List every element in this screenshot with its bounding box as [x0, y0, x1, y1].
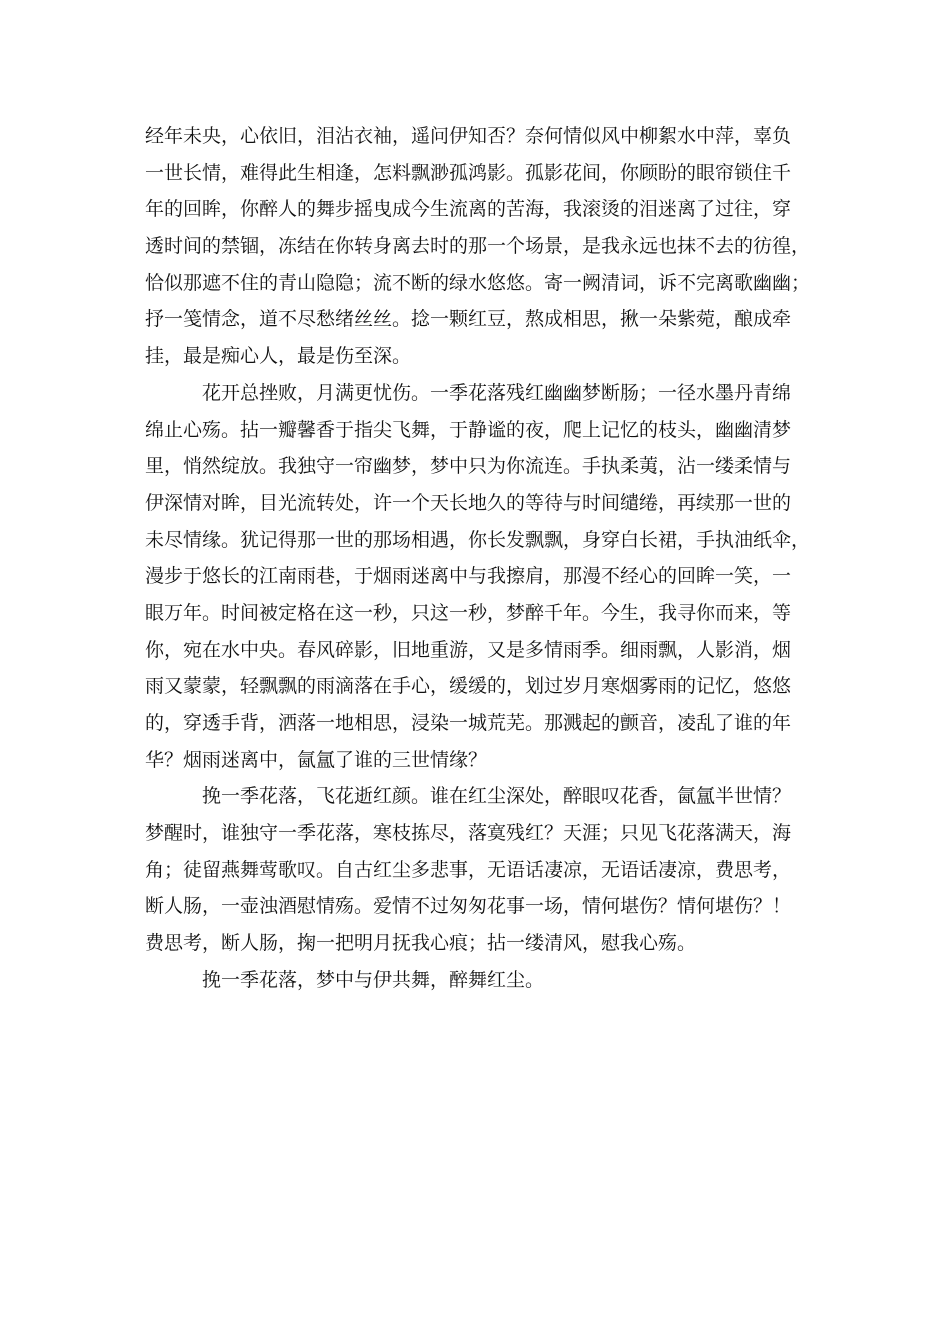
paragraph-line: 抒一笺情念，道不尽愁绪丝丝。捻一颗红豆，熬成相思，揪一朵紫菀，酿成牵 — [145, 308, 792, 331]
paragraph-line: 年的回眸，你醉人的舞步摇曳成今生流离的苦海，我滚烫的泪迷离了过往，穿 — [145, 198, 792, 221]
paragraph-line: 角；徒留燕舞莺歌叹。自古红尘多悲事，无语话凄凉，无语话凄凉，费思考， — [145, 858, 792, 881]
paragraph-line: 雨又蒙蒙，轻飘飘的雨滴落在手心，缓缓的，划过岁月寒烟雾雨的记忆，悠悠 — [145, 675, 792, 698]
paragraph-3 — [145, 778, 805, 961]
paragraph-line: 费思考，断人肠，掬一把明月抚我心痕；拈一缕清风，慰我心殇。 — [145, 932, 697, 955]
paragraph-line: 眼万年。时间被定格在这一秒，只这一秒，梦醉千年。今生，我寻你而来，等 — [145, 601, 792, 624]
paragraph-line: 挽一季花落，飞花逝红颜。谁在红尘深处，醉眼叹花香，氤氲半世情？ — [202, 785, 792, 808]
paragraph-line: 一世长情，难得此生相逢，怎料飘渺孤鸿影。孤影花间，你顾盼的眼帘锁住千 — [145, 161, 792, 184]
paragraph-line: 你，宛在水中央。春风碎影，旧地重游，又是多情雨季。细雨飘，人影消，烟 — [145, 638, 792, 661]
paragraph-line: 漫步于悠长的江南雨巷，于烟雨迷离中与我擦肩，那漫不经心的回眸一笑，一 — [145, 565, 792, 588]
document-body — [145, 118, 811, 999]
paragraph-4 — [145, 962, 805, 999]
paragraph-line: 华？烟雨迷离中，氤氲了谁的三世情缘？ — [145, 748, 488, 771]
paragraph-line: 未尽情缘。犹记得那一世的那场相遇，你长发飘飘，身穿白长裙，手执油纸伞， — [145, 528, 811, 551]
paragraph-line: 断人肠，一壶浊酒慰情殇。爱情不过匆匆花事一场，情何堪伤？情何堪伤？！ — [145, 895, 792, 918]
paragraph-line: 梦醒时，谁独守一季花落，寒枝拣尽，落寞残红？天涯；只见飞花落满天，海 — [145, 822, 792, 845]
paragraph-line: 花开总挫败，月满更忧伤。一季花落残红幽幽梦断肠；一径水墨丹青绵 — [202, 381, 792, 404]
paragraph-line: 的，穿透手背，洒落一地相思，浸染一城荒芜。那溅起的颤音，凌乱了谁的年 — [145, 712, 792, 734]
paragraph-line: 透时间的禁锢，冻结在你转身离去时的那一个场景，是我永远也抹不去的彷徨， — [145, 235, 811, 258]
paragraph-line: 绵止心殇。拈一瓣馨香于指尖飞舞，于静谧的夜，爬上记忆的枝头，幽幽清梦 — [145, 418, 792, 441]
paragraph-line: 挂，最是痴心人，最是伤至深。 — [145, 345, 412, 368]
paragraph-line: 里，悄然绽放。我独守一帘幽梦，梦中只为你流连。手执柔荑，沾一缕柔情与 — [145, 455, 792, 478]
paragraph-1 — [145, 118, 811, 375]
paragraph-2 — [145, 375, 811, 779]
paragraph-line: 恰似那遮不住的青山隐隐；流不断的绿水悠悠。寄一阙清词，诉不完离歌幽幽； — [145, 271, 811, 294]
paragraph-line: 经年未央，心依旧，泪沾衣袖，遥问伊知否？奈何情似风中柳絮水中萍，辜负 — [145, 125, 792, 147]
paragraph-line: 伊深情对眸，目光流转处，许一个天长地久的等待与时间缱绻，再续那一世的 — [145, 491, 792, 514]
paragraph-line: 挽一季花落，梦中与伊共舞，醉舞红尘。 — [202, 968, 545, 991]
